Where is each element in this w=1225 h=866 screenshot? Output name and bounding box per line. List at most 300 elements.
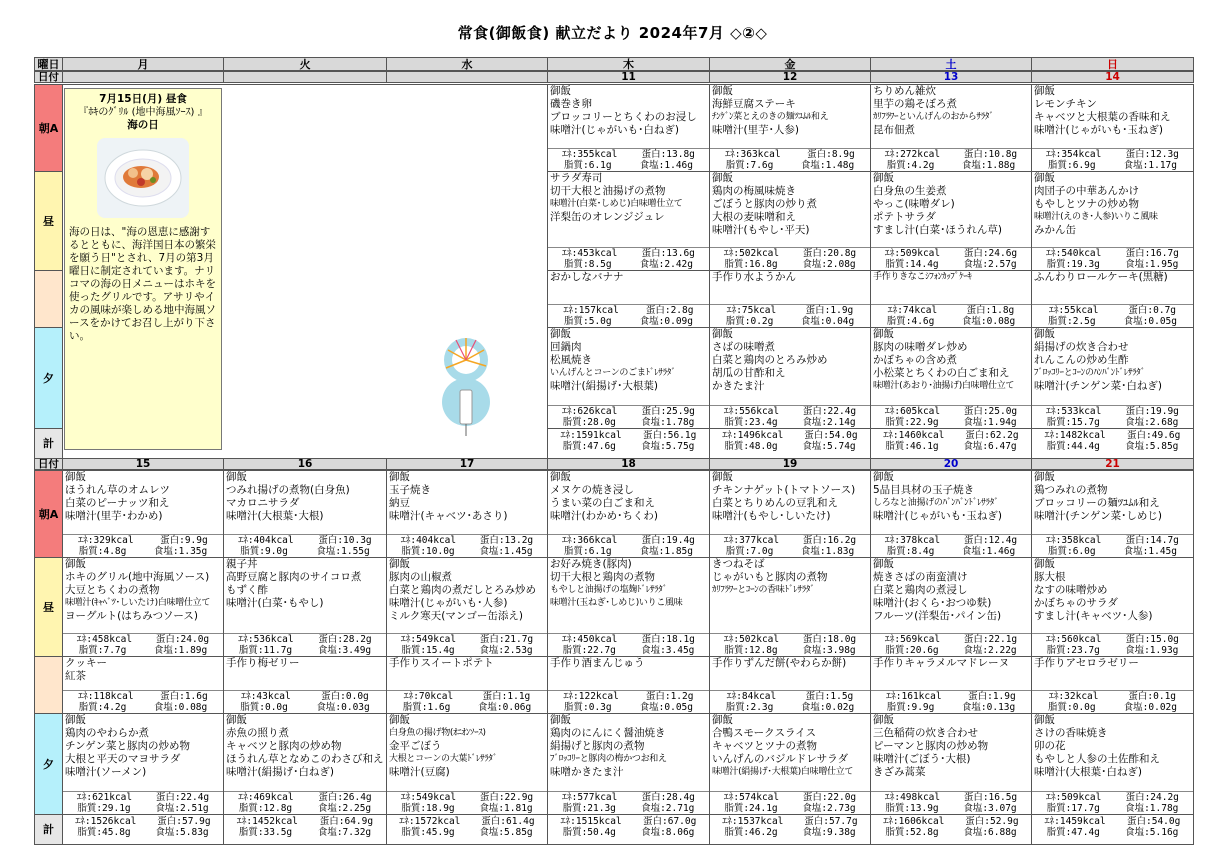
meal-cell xyxy=(547,84,710,172)
nutrient-f: 脂質:18.9g xyxy=(401,803,455,814)
meal-cell xyxy=(62,814,224,845)
nutrient-e: ｴﾈ:32kcal xyxy=(1048,691,1099,702)
menu-item: 手作り水ようかん xyxy=(712,271,796,283)
nutrient-s: 食塩:1.81g xyxy=(479,803,533,814)
nutrient-f: 脂質:12.8g xyxy=(238,803,293,814)
menu-item: 御飯 xyxy=(550,714,571,726)
menu-item: 赤魚の照り煮 xyxy=(226,727,289,739)
day-header: 水 xyxy=(386,57,548,71)
menu-items xyxy=(710,471,870,523)
menu-item: ミルク寒天(マンゴー缶添え) xyxy=(389,610,523,622)
date-cell: 11 xyxy=(547,71,710,83)
nutrient-s: 食塩:1.17g xyxy=(1123,160,1177,171)
nutrition-info xyxy=(1032,791,1193,814)
nutrient-e: ｴﾈ:1526kcal xyxy=(75,816,137,827)
nutrient-e: ｴﾈ:404kcal xyxy=(238,535,294,546)
nutrient-s: 食塩:1.89g xyxy=(153,645,208,656)
nutrition-info xyxy=(1032,633,1193,656)
menu-item: 昆布佃煮 xyxy=(873,124,915,136)
nutrient-f: 脂質:17.7g xyxy=(1046,803,1100,814)
nutrient-e: ｴﾈ:453kcal xyxy=(562,248,618,259)
nutrient-s: 食塩:2.25g xyxy=(317,803,372,814)
nutrient-f: 脂質:50.4g xyxy=(562,827,616,838)
nutrient-p: 蛋白:67.0g xyxy=(643,816,697,827)
menu-item: 白菜と鶏肉のとろみ炒め xyxy=(712,354,828,366)
row-label-asa: 朝A xyxy=(34,470,63,558)
nutrition-info xyxy=(224,633,386,656)
meal-cell xyxy=(709,814,871,845)
youbi-header: 曜日 xyxy=(34,57,63,71)
nutrient-p: 蛋白:10.8g xyxy=(963,149,1018,160)
menu-item: 肉団子の中華あんかけ xyxy=(1034,185,1139,197)
nutrient-e: ｴﾈ:74kcal xyxy=(887,305,938,316)
menu-items xyxy=(1032,657,1193,670)
menu-item: 大根の麦味噌和え xyxy=(712,211,796,223)
nutrient-p: 蛋白:1.9g xyxy=(968,691,1016,702)
meal-cell xyxy=(386,557,548,657)
nutrient-e: ｴﾈ:560kcal xyxy=(1046,634,1102,645)
menu-item: うまい菜の白ごま和え xyxy=(550,497,655,509)
meal-cell xyxy=(547,470,710,558)
date-cell: 21 xyxy=(1031,458,1194,470)
menu-item: 高野豆腐と豚肉のサイコロ煮 xyxy=(226,571,362,583)
menu-items xyxy=(387,558,547,623)
meal-cell xyxy=(62,470,224,558)
feature-note xyxy=(64,88,222,450)
nutrition-info xyxy=(710,247,870,270)
menu-items xyxy=(710,558,870,597)
menu-item: 味噌汁(絹揚げ･大根葉) xyxy=(550,380,658,392)
date-cell xyxy=(223,71,387,83)
menu-item: 豚肉の味噌ダレ炒め xyxy=(873,341,968,353)
nutrient-e: ｴﾈ:75kcal xyxy=(726,305,777,316)
menu-item: 御飯 xyxy=(712,714,733,726)
menu-item: 御飯 xyxy=(550,85,571,97)
nutrient-p: 蛋白:22.9g xyxy=(479,792,534,803)
nutrient-f: 脂質:23.7g xyxy=(1046,645,1100,656)
nutrient-f: 脂質:9.0g xyxy=(240,546,288,557)
nutrient-e: ｴﾈ:458kcal xyxy=(76,634,133,645)
day-header: 月 xyxy=(62,57,224,71)
nutrient-s: 食塩:3.98g xyxy=(802,645,856,656)
nutrient-e: ｴﾈ:509kcal xyxy=(1046,792,1102,803)
nutrition-info xyxy=(63,534,223,557)
nutrient-f: 脂質:19.3g xyxy=(1046,259,1100,270)
nutrition-info xyxy=(710,534,870,557)
nutrient-f: 脂質:28.0g xyxy=(562,417,616,428)
menu-item: 御飯 xyxy=(65,471,86,483)
menu-item: 三色稲荷の炊き合わせ xyxy=(873,727,978,739)
menu-item: ほうれん草のオムレツ xyxy=(65,484,170,496)
menu-item: かぼちゃの含め煮 xyxy=(873,354,957,366)
nutrient-f: 脂質:7.7g xyxy=(78,645,127,656)
nutrient-f: 脂質:14.4g xyxy=(885,259,939,270)
menu-items xyxy=(871,714,1031,779)
menu-items xyxy=(548,85,709,137)
menu-item: さばの味噌煮 xyxy=(712,341,775,353)
nutrient-p: 蛋白:28.2g xyxy=(318,634,372,645)
nutrient-p: 蛋白:19.4g xyxy=(641,535,695,546)
nutrient-e: ｴﾈ:549kcal xyxy=(400,634,457,645)
meal-cell xyxy=(709,656,871,714)
menu-item: 味噌汁(わかめ･ちくわ) xyxy=(550,510,658,522)
menu-items xyxy=(548,471,709,523)
nutrient-p: 蛋白:24.0g xyxy=(155,634,210,645)
menu-item: マカロニサラダ xyxy=(226,497,300,509)
nutrient-f: 脂質:0.3g xyxy=(564,702,612,713)
meal-cell xyxy=(709,327,871,429)
menu-item: 御飯 xyxy=(712,328,733,340)
nutrient-s: 食塩:0.02g xyxy=(800,702,855,713)
nutrient-p: 蛋白:1.1g xyxy=(482,691,531,702)
nutrition-info xyxy=(871,304,1031,327)
nutrient-f: 脂質:33.5g xyxy=(238,827,293,838)
nutrition-info xyxy=(1032,148,1193,171)
nutrient-f: 脂質:20.6g xyxy=(885,645,939,656)
nutrient-s: 食塩:0.03g xyxy=(316,702,370,713)
row-label-yuu: 夕 xyxy=(34,713,63,815)
menu-item: 大豆とちくわの煮物 xyxy=(65,584,160,596)
menu-item: 手作りキャラメルマドレーヌ xyxy=(873,657,1010,669)
menu-item: 御飯 xyxy=(1034,558,1055,570)
nutrient-s: 食塩:1.88g xyxy=(961,160,1016,171)
meal-cell xyxy=(1031,656,1194,714)
row-label-yuu: 夕 xyxy=(34,327,63,429)
nutrient-e: ｴﾈ:1591kcal xyxy=(560,430,622,441)
nutrient-s: 食塩:1.55g xyxy=(316,546,370,557)
menu-items xyxy=(548,172,709,224)
nutrient-s: 食塩:2.42g xyxy=(639,259,693,270)
meal-cell xyxy=(709,470,871,558)
nutrient-s: 食塩:5.75g xyxy=(641,441,695,452)
menu-item: メヌケの焼き浸し xyxy=(550,484,634,496)
nutrient-f: 脂質:6.0g xyxy=(1048,546,1096,557)
nutrient-e: ｴﾈ:354kcal xyxy=(1046,149,1102,160)
nutrient-e: ｴﾈ:540kcal xyxy=(1046,248,1102,259)
menu-items xyxy=(63,714,223,779)
menu-items xyxy=(871,657,1031,670)
nutrient-p: 蛋白:26.4g xyxy=(318,792,372,803)
menu-item: さけの香味焼き xyxy=(1034,727,1108,739)
nutrient-e: ｴﾈ:1452kcal xyxy=(236,816,298,827)
nutrient-s: 食塩:1.94g xyxy=(963,417,1017,428)
row-label-hiru: 昼 xyxy=(34,557,63,657)
nutrient-e: ｴﾈ:272kcal xyxy=(884,149,941,160)
menu-items xyxy=(387,714,547,779)
menu-item: 手作り梅ゼリー xyxy=(226,657,300,669)
date-cell: 13 xyxy=(870,71,1032,83)
menu-item: 味噌汁(里芋･わかめ) xyxy=(65,510,163,522)
menu-item: ピーマンと豚肉の炒め物 xyxy=(873,740,989,752)
nutrient-p: 蛋白:1.2g xyxy=(645,691,694,702)
menu-item: 絹揚げの炊き合わせ xyxy=(1034,341,1129,353)
nutrient-s: 食塩:1.45g xyxy=(479,546,533,557)
menu-item: 合鴨スモークスライス xyxy=(712,727,817,739)
menu-item: 御飯 xyxy=(712,172,733,184)
nutrition-info xyxy=(710,304,870,327)
nutrient-f: 脂質:4.2g xyxy=(886,160,935,171)
nutrient-s: 食塩:1.78g xyxy=(1125,803,1179,814)
menu-items xyxy=(871,172,1031,237)
meal-cell xyxy=(223,713,387,815)
menu-item: 味噌汁(白菜･しめじ)白味噌仕立て xyxy=(550,199,683,209)
nutrient-p: 蛋白:9.9g xyxy=(160,535,208,546)
menu-item: ｶﾘﾌﾗﾜｰといんげんのおからｻﾗﾀﾞ xyxy=(873,112,994,122)
nutrition-info xyxy=(710,791,870,814)
menu-item: 磯巻き卵 xyxy=(550,98,592,110)
menu-item: 御飯 xyxy=(550,471,571,483)
menu-item: 味噌汁(絹揚げ･白ねぎ) xyxy=(226,766,334,778)
nutrition-info xyxy=(1032,690,1193,713)
menu-item: 卯の花 xyxy=(1034,740,1066,752)
nutrient-e: ｴﾈ:502kcal xyxy=(723,634,780,645)
menu-item: 御飯 xyxy=(1034,172,1055,184)
nutrient-s: 食塩:6.88g xyxy=(963,827,1017,838)
menu-item: 味噌汁(おくら･おつゆ麩) xyxy=(873,597,992,609)
nutrition-info xyxy=(548,690,709,713)
menu-item: 御飯 xyxy=(1034,328,1055,340)
nutrition-info xyxy=(548,247,709,270)
nutrient-p: 蛋白:62.2g xyxy=(965,430,1019,441)
menu-item: 親子丼 xyxy=(226,558,258,570)
nutrient-e: ｴﾈ:605kcal xyxy=(884,406,941,417)
meal-cell xyxy=(1031,428,1194,459)
nutrition-info xyxy=(1032,247,1193,270)
nutrition-info xyxy=(871,633,1031,656)
menu-item: ｶﾘﾌﾗﾜｰとｺｰﾝの香味ﾄﾞﾚｻﾗﾀﾞ xyxy=(712,585,815,595)
menu-items xyxy=(387,471,547,523)
nutrient-p: 蛋白:64.9g xyxy=(319,816,374,827)
date-cell xyxy=(62,71,224,83)
nutrient-p: 蛋白:13.6g xyxy=(641,248,695,259)
nutrition-info xyxy=(871,148,1031,171)
meal-cell xyxy=(62,656,224,714)
nutrient-p: 蛋白:0.1g xyxy=(1128,691,1177,702)
nutrient-f: 脂質:10.0g xyxy=(401,546,455,557)
nutrient-e: ｴﾈ:404kcal xyxy=(400,535,457,546)
fireworks-illustration xyxy=(430,330,510,440)
nutrient-s: 食塩:1.85g xyxy=(639,546,693,557)
menu-item: 味噌汁(あおり･油揚げ)白味噌仕立て xyxy=(873,381,1015,391)
nutrient-f: 脂質:48.0g xyxy=(724,441,778,452)
meal-cell xyxy=(386,814,548,845)
nutrient-p: 蛋白:57.9g xyxy=(157,816,211,827)
nutrition-info xyxy=(387,690,547,713)
nutrient-e: ｴﾈ:55kcal xyxy=(1048,305,1099,316)
menu-item: 回鍋肉 xyxy=(550,341,582,353)
menu-item: 大根と平天のマヨサラダ xyxy=(65,753,181,765)
hiduke-label: 日付 xyxy=(34,458,63,470)
nutrient-p: 蛋白:18.1g xyxy=(641,634,695,645)
menu-item: 御飯 xyxy=(389,714,410,726)
menu-items xyxy=(710,657,870,670)
nutrient-f: 脂質:15.7g xyxy=(1046,417,1100,428)
nutrient-p: 蛋白:49.6g xyxy=(1127,430,1181,441)
nutrient-f: 脂質:8.5g xyxy=(564,259,612,270)
menu-item: 手作りずんだ餅(やわらか餅) xyxy=(712,657,847,669)
nutrient-f: 脂質:46.1g xyxy=(885,441,939,452)
meal-cell xyxy=(547,327,710,429)
nutrition-info xyxy=(710,633,870,656)
menu-item: 5品目具材の玉子焼き xyxy=(873,484,975,496)
nutrition-info xyxy=(1032,534,1193,557)
nutrient-e: ｴﾈ:1460kcal xyxy=(883,430,945,441)
nutrient-p: 蛋白:0.0g xyxy=(321,691,369,702)
menu-items xyxy=(224,714,386,779)
menu-items xyxy=(710,714,870,779)
menu-item: きつねそば xyxy=(712,558,765,570)
nutrient-s: 食塩:1.46g xyxy=(639,160,693,171)
nutrient-p: 蛋白:12.4g xyxy=(963,535,1018,546)
menu-items xyxy=(871,328,1031,393)
menu-item: サラダ寿司 xyxy=(550,172,603,184)
menu-item: 味噌汁(じゃがいも･玉ねぎ) xyxy=(873,510,1002,522)
menu-item: 味噌汁(じゃがいも･玉ねぎ) xyxy=(1034,124,1163,136)
nutrient-e: ｴﾈ:1459kcal xyxy=(1044,816,1106,827)
menu-item: 味噌汁(えのき･人参)いりこ風味 xyxy=(1034,212,1158,222)
menu-item: 御飯 xyxy=(1034,714,1055,726)
nutrient-s: 食塩:2.14g xyxy=(802,417,856,428)
menu-item: 御飯 xyxy=(712,471,733,483)
menu-item: ホキのグリル(地中海風ソース) xyxy=(65,571,210,583)
nutrient-p: 蛋白:13.8g xyxy=(641,149,695,160)
menu-item: 胡瓜の甘酢和え xyxy=(712,367,786,379)
nutrient-f: 脂質:52.8g xyxy=(885,827,939,838)
nutrition-info xyxy=(871,534,1031,557)
menu-item: 味噌汁(玉ねぎ･しめじ)いりこ風味 xyxy=(550,598,683,608)
nutrient-s: 食塩:1.48g xyxy=(800,160,855,171)
menu-item: 玉子焼き xyxy=(389,484,431,496)
menu-item: れんこんの炒め生酢 xyxy=(1034,354,1129,366)
menu-items xyxy=(710,328,870,393)
menu-items xyxy=(710,85,870,137)
row-label-asa: 朝A xyxy=(34,84,63,172)
menu-item: かきたま汁 xyxy=(712,380,765,392)
row-label-hiru: 昼 xyxy=(34,171,63,271)
food-photo xyxy=(97,138,189,218)
nutrient-p: 蛋白:16.5g xyxy=(963,792,1018,803)
nutrition-info xyxy=(548,148,709,171)
menu-item: 御飯 xyxy=(873,558,894,570)
nutrition-info xyxy=(710,690,870,713)
menu-item: ブロッコリーとちくわのお浸し xyxy=(550,111,697,123)
row-label-oya xyxy=(34,270,63,328)
menu-item: 味噌汁(もやし･しいたけ) xyxy=(712,510,831,522)
nutrition-info xyxy=(548,791,709,814)
menu-item: ほうれん草となめこのわさび和え xyxy=(226,753,384,765)
nutrition-info xyxy=(63,791,223,814)
menu-item: 御飯 xyxy=(1034,85,1055,97)
menu-item: じゃがいもと豚肉の煮物 xyxy=(712,571,828,583)
nutrient-p: 蛋白:54.0g xyxy=(804,430,858,441)
nutrient-p: 蛋白:21.7g xyxy=(479,634,534,645)
nutrition-info xyxy=(871,690,1031,713)
nutrient-e: ｴﾈ:569kcal xyxy=(884,634,941,645)
nutrient-f: 脂質:22.7g xyxy=(562,645,616,656)
menu-item: つみれ揚げの煮物(白身魚) xyxy=(226,484,350,496)
nutrition-info xyxy=(1032,304,1193,327)
nutrient-s: 食塩:2.51g xyxy=(155,803,209,814)
meal-cell xyxy=(1031,84,1194,172)
menu-item: 白身魚の揚げ物(ｵﾆｵﾝｿｰｽ) xyxy=(389,728,486,738)
nutrition-info xyxy=(710,405,870,428)
nutrient-p: 蛋白:10.3g xyxy=(318,535,372,546)
meal-cell xyxy=(1031,814,1194,845)
nutrient-p: 蛋白:20.8g xyxy=(802,248,857,259)
date-cell: 18 xyxy=(547,458,710,470)
nutrient-f: 脂質:47.4g xyxy=(1046,827,1100,838)
menu-items xyxy=(1032,85,1193,137)
nutrition-info xyxy=(387,791,547,814)
nutrient-e: ｴﾈ:1482kcal xyxy=(1044,430,1106,441)
nutrient-s: 食塩:2.08g xyxy=(802,259,856,270)
nutrient-p: 蛋白:1.5g xyxy=(805,691,854,702)
meal-cell xyxy=(709,557,871,657)
nutrient-e: ｴﾈ:358kcal xyxy=(1046,535,1102,546)
nutrient-f: 脂質:46.2g xyxy=(724,827,778,838)
nutrition-info xyxy=(387,633,547,656)
nutrition-info xyxy=(548,304,709,327)
nutrient-f: 脂質:4.6g xyxy=(886,316,935,327)
nutrient-f: 脂質:11.7g xyxy=(238,645,293,656)
menu-items xyxy=(224,558,386,610)
menu-items xyxy=(63,471,223,523)
nutrient-e: ｴﾈ:577kcal xyxy=(562,792,618,803)
nutrition-info xyxy=(224,791,386,814)
nutrient-f: 脂質:2.3g xyxy=(725,702,774,713)
nutrient-f: 脂質:6.1g xyxy=(564,546,612,557)
nutrient-f: 脂質:16.8g xyxy=(724,259,778,270)
nutrient-s: 食塩:8.06g xyxy=(641,827,695,838)
nutrient-s: 食塩:1.35g xyxy=(153,546,208,557)
menu-items xyxy=(548,714,709,779)
menu-item: 白菜と鶏肉の煮浸し xyxy=(873,584,968,596)
menu-item: 御飯 xyxy=(873,471,894,483)
menu-item: 鶏肉の梅風味焼き xyxy=(712,185,796,197)
nutrient-s: 食塩:0.09g xyxy=(639,316,693,327)
menu-item: 味噌汁(チンゲン菜･しめじ) xyxy=(1034,510,1162,522)
nutrient-p: 蛋白:0.7g xyxy=(1128,305,1177,316)
nutrient-p: 蛋白:56.1g xyxy=(643,430,697,441)
meal-cell xyxy=(547,814,710,845)
nutrient-s: 食塩:3.49g xyxy=(317,645,372,656)
meal-cell xyxy=(62,557,224,657)
nutrient-s: 食塩:2.68g xyxy=(1125,417,1179,428)
meal-cell xyxy=(223,557,387,657)
nutrient-p: 蛋白:25.9g xyxy=(641,406,695,417)
day-header: 日 xyxy=(1031,57,1194,71)
menu-item: やっこ(味噌ダレ) xyxy=(873,198,955,210)
nutrient-s: 食塩:1.93g xyxy=(1125,645,1179,656)
nutrient-s: 食塩:0.05g xyxy=(1123,316,1177,327)
nutrient-e: ｴﾈ:536kcal xyxy=(238,634,294,645)
menu-item: 御飯 xyxy=(65,714,86,726)
nutrient-s: 食塩:1.95g xyxy=(1125,259,1179,270)
menu-items xyxy=(871,471,1031,523)
nutrient-s: 食塩:5.83g xyxy=(155,827,209,838)
menu-item: 白菜のピーナッツ和え xyxy=(65,497,170,509)
date-cell xyxy=(386,71,548,83)
menu-item: 御飯 xyxy=(873,172,894,184)
nutrient-f: 脂質:45.8g xyxy=(77,827,131,838)
menu-item: 御飯 xyxy=(226,471,247,483)
meal-cell xyxy=(870,327,1032,429)
note-title: 7月15日(月) 昼食 xyxy=(99,93,187,105)
nutrient-f: 脂質:0.2g xyxy=(725,316,774,327)
nutrient-e: ｴﾈ:1515kcal xyxy=(560,816,622,827)
nutrient-p: 蛋白:22.1g xyxy=(963,634,1018,645)
nutrient-p: 蛋白:22.0g xyxy=(802,792,857,803)
